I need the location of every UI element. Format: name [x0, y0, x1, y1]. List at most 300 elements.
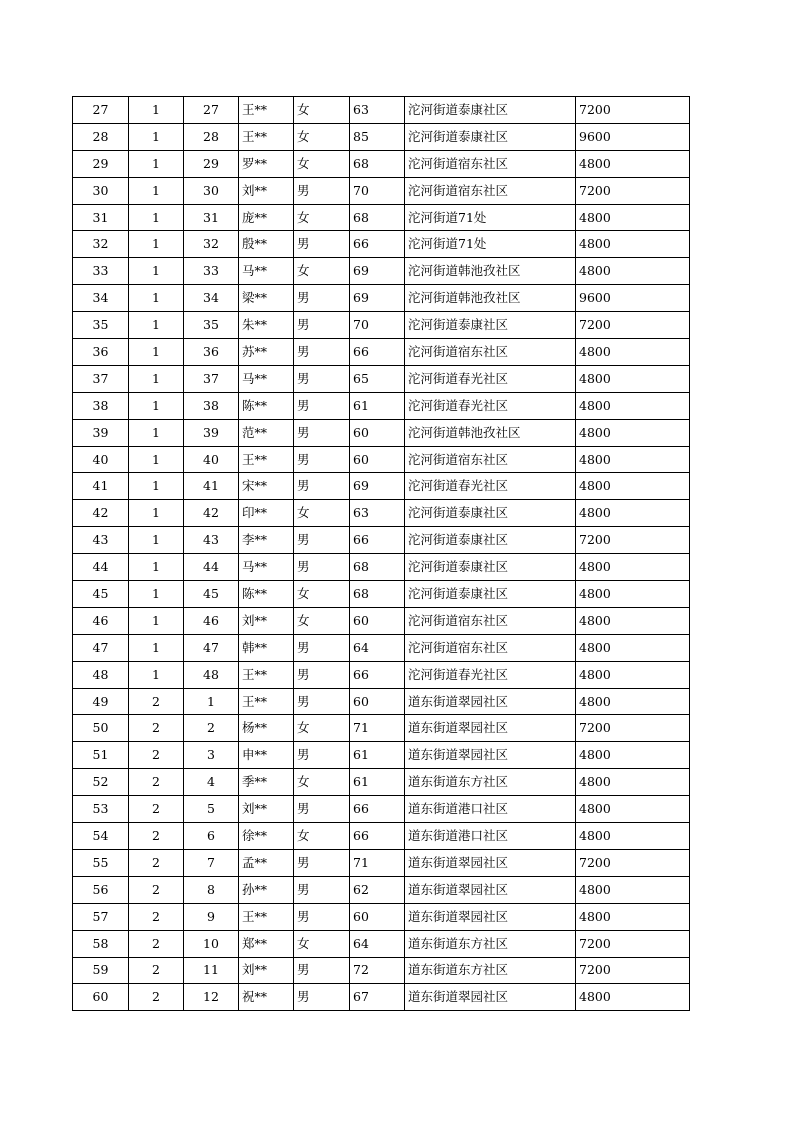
- serial-cell: 52: [73, 769, 129, 796]
- name-cell: 王**: [239, 446, 294, 473]
- index-cell: 48: [184, 661, 239, 688]
- age-cell: 68: [350, 554, 405, 581]
- serial-cell: 53: [73, 796, 129, 823]
- address-cell: 沱河街道71处: [405, 204, 576, 231]
- age-cell: 66: [350, 823, 405, 850]
- serial-cell: 44: [73, 554, 129, 581]
- table-row: [73, 150, 690, 177]
- group-cell: 1: [129, 177, 184, 204]
- age-cell: 60: [350, 688, 405, 715]
- serial-cell: 33: [73, 258, 129, 285]
- table-row: [73, 446, 690, 473]
- index-cell: 4: [184, 769, 239, 796]
- serial-cell: 40: [73, 446, 129, 473]
- amount-cell: 4800: [576, 742, 690, 769]
- serial-cell: 36: [73, 339, 129, 366]
- amount-cell: 7200: [576, 957, 690, 984]
- table-row: [73, 392, 690, 419]
- table-row: [73, 930, 690, 957]
- gender-cell: 女: [294, 500, 350, 527]
- name-cell: 宋**: [239, 473, 294, 500]
- table-row: [73, 876, 690, 903]
- age-cell: 66: [350, 339, 405, 366]
- amount-cell: 4800: [576, 231, 690, 258]
- index-cell: 41: [184, 473, 239, 500]
- index-cell: 6: [184, 823, 239, 850]
- table-row: [73, 688, 690, 715]
- group-cell: 1: [129, 527, 184, 554]
- name-cell: 陈**: [239, 581, 294, 608]
- name-cell: 王**: [239, 97, 294, 124]
- name-cell: 朱**: [239, 312, 294, 339]
- group-cell: 1: [129, 634, 184, 661]
- gender-cell: 男: [294, 796, 350, 823]
- gender-cell: 女: [294, 97, 350, 124]
- table-row: [73, 177, 690, 204]
- gender-cell: 男: [294, 876, 350, 903]
- table-row: [73, 554, 690, 581]
- group-cell: 1: [129, 473, 184, 500]
- group-cell: 1: [129, 419, 184, 446]
- table-body: [73, 97, 690, 1011]
- table-row: [73, 500, 690, 527]
- address-cell: 沱河街道春光社区: [405, 661, 576, 688]
- name-cell: 孙**: [239, 876, 294, 903]
- age-cell: 68: [350, 581, 405, 608]
- gender-cell: 女: [294, 930, 350, 957]
- age-cell: 85: [350, 123, 405, 150]
- name-cell: 郑**: [239, 930, 294, 957]
- gender-cell: 女: [294, 581, 350, 608]
- address-cell: 沱河街道春光社区: [405, 392, 576, 419]
- index-cell: 10: [184, 930, 239, 957]
- age-cell: 70: [350, 312, 405, 339]
- serial-cell: 41: [73, 473, 129, 500]
- amount-cell: 4800: [576, 823, 690, 850]
- table-row: [73, 97, 690, 124]
- table-row: [73, 581, 690, 608]
- gender-cell: 男: [294, 392, 350, 419]
- gender-cell: 女: [294, 715, 350, 742]
- name-cell: 印**: [239, 500, 294, 527]
- age-cell: 71: [350, 715, 405, 742]
- serial-cell: 31: [73, 204, 129, 231]
- amount-cell: 4800: [576, 903, 690, 930]
- gender-cell: 男: [294, 446, 350, 473]
- group-cell: 2: [129, 984, 184, 1011]
- name-cell: 王**: [239, 123, 294, 150]
- name-cell: 祝**: [239, 984, 294, 1011]
- group-cell: 2: [129, 742, 184, 769]
- address-cell: 道东街道翠园社区: [405, 742, 576, 769]
- address-cell: 道东街道东方社区: [405, 930, 576, 957]
- group-cell: 2: [129, 849, 184, 876]
- amount-cell: 4800: [576, 876, 690, 903]
- serial-cell: 58: [73, 930, 129, 957]
- table-row: [73, 823, 690, 850]
- serial-cell: 56: [73, 876, 129, 903]
- group-cell: 1: [129, 123, 184, 150]
- index-cell: 31: [184, 204, 239, 231]
- name-cell: 马**: [239, 554, 294, 581]
- name-cell: 范**: [239, 419, 294, 446]
- table-row: [73, 419, 690, 446]
- name-cell: 申**: [239, 742, 294, 769]
- age-cell: 60: [350, 903, 405, 930]
- age-cell: 60: [350, 607, 405, 634]
- amount-cell: 4800: [576, 796, 690, 823]
- gender-cell: 女: [294, 150, 350, 177]
- name-cell: 杨**: [239, 715, 294, 742]
- index-cell: 40: [184, 446, 239, 473]
- address-cell: 道东街道东方社区: [405, 957, 576, 984]
- table-row: [73, 285, 690, 312]
- serial-cell: 34: [73, 285, 129, 312]
- serial-cell: 54: [73, 823, 129, 850]
- age-cell: 68: [350, 150, 405, 177]
- age-cell: 66: [350, 231, 405, 258]
- table-row: [73, 661, 690, 688]
- name-cell: 殷**: [239, 231, 294, 258]
- index-cell: 37: [184, 365, 239, 392]
- amount-cell: 4800: [576, 365, 690, 392]
- name-cell: 王**: [239, 903, 294, 930]
- gender-cell: 男: [294, 661, 350, 688]
- index-cell: 28: [184, 123, 239, 150]
- address-cell: 沱河街道宿东社区: [405, 634, 576, 661]
- amount-cell: 4800: [576, 581, 690, 608]
- name-cell: 刘**: [239, 607, 294, 634]
- table-row: [73, 473, 690, 500]
- address-cell: 沱河街道韩池孜社区: [405, 258, 576, 285]
- serial-cell: 59: [73, 957, 129, 984]
- age-cell: 68: [350, 204, 405, 231]
- amount-cell: 9600: [576, 123, 690, 150]
- gender-cell: 女: [294, 769, 350, 796]
- serial-cell: 47: [73, 634, 129, 661]
- address-cell: 道东街道翠园社区: [405, 984, 576, 1011]
- index-cell: 47: [184, 634, 239, 661]
- index-cell: 45: [184, 581, 239, 608]
- amount-cell: 7200: [576, 930, 690, 957]
- amount-cell: 4800: [576, 473, 690, 500]
- index-cell: 9: [184, 903, 239, 930]
- index-cell: 36: [184, 339, 239, 366]
- gender-cell: 女: [294, 823, 350, 850]
- serial-cell: 49: [73, 688, 129, 715]
- gender-cell: 男: [294, 554, 350, 581]
- amount-cell: 4800: [576, 688, 690, 715]
- group-cell: 1: [129, 339, 184, 366]
- gender-cell: 男: [294, 231, 350, 258]
- gender-cell: 男: [294, 177, 350, 204]
- address-cell: 道东街道翠园社区: [405, 876, 576, 903]
- address-cell: 沱河街道泰康社区: [405, 312, 576, 339]
- address-cell: 沱河街道71处: [405, 231, 576, 258]
- group-cell: 2: [129, 688, 184, 715]
- name-cell: 苏**: [239, 339, 294, 366]
- age-cell: 66: [350, 527, 405, 554]
- amount-cell: 7200: [576, 312, 690, 339]
- index-cell: 46: [184, 607, 239, 634]
- index-cell: 33: [184, 258, 239, 285]
- gender-cell: 男: [294, 957, 350, 984]
- amount-cell: 4800: [576, 769, 690, 796]
- amount-cell: 4800: [576, 500, 690, 527]
- table-row: [73, 312, 690, 339]
- table-row: [73, 715, 690, 742]
- age-cell: 61: [350, 769, 405, 796]
- table-row: [73, 204, 690, 231]
- table-row: [73, 365, 690, 392]
- age-cell: 62: [350, 876, 405, 903]
- serial-cell: 55: [73, 849, 129, 876]
- age-cell: 69: [350, 258, 405, 285]
- group-cell: 2: [129, 876, 184, 903]
- serial-cell: 37: [73, 365, 129, 392]
- group-cell: 1: [129, 661, 184, 688]
- age-cell: 60: [350, 446, 405, 473]
- address-cell: 沱河街道宿东社区: [405, 607, 576, 634]
- gender-cell: 男: [294, 365, 350, 392]
- name-cell: 王**: [239, 688, 294, 715]
- index-cell: 34: [184, 285, 239, 312]
- address-cell: 道东街道翠园社区: [405, 688, 576, 715]
- age-cell: 69: [350, 285, 405, 312]
- amount-cell: 4800: [576, 607, 690, 634]
- gender-cell: 女: [294, 607, 350, 634]
- table-row: [73, 123, 690, 150]
- index-cell: 39: [184, 419, 239, 446]
- age-cell: 64: [350, 634, 405, 661]
- group-cell: 1: [129, 365, 184, 392]
- table-row: [73, 957, 690, 984]
- index-cell: 32: [184, 231, 239, 258]
- name-cell: 庞**: [239, 204, 294, 231]
- address-cell: 沱河街道春光社区: [405, 473, 576, 500]
- age-cell: 66: [350, 661, 405, 688]
- amount-cell: 7200: [576, 177, 690, 204]
- table-row: [73, 634, 690, 661]
- serial-cell: 30: [73, 177, 129, 204]
- index-cell: 43: [184, 527, 239, 554]
- name-cell: 刘**: [239, 957, 294, 984]
- table-row: [73, 231, 690, 258]
- address-cell: 道东街道翠园社区: [405, 903, 576, 930]
- index-cell: 12: [184, 984, 239, 1011]
- gender-cell: 男: [294, 473, 350, 500]
- address-cell: 沱河街道泰康社区: [405, 527, 576, 554]
- serial-cell: 43: [73, 527, 129, 554]
- serial-cell: 45: [73, 581, 129, 608]
- gender-cell: 男: [294, 419, 350, 446]
- index-cell: 30: [184, 177, 239, 204]
- address-cell: 沱河街道宿东社区: [405, 177, 576, 204]
- name-cell: 韩**: [239, 634, 294, 661]
- name-cell: 徐**: [239, 823, 294, 850]
- name-cell: 季**: [239, 769, 294, 796]
- age-cell: 61: [350, 392, 405, 419]
- group-cell: 1: [129, 554, 184, 581]
- table-row: [73, 258, 690, 285]
- serial-cell: 42: [73, 500, 129, 527]
- index-cell: 44: [184, 554, 239, 581]
- serial-cell: 35: [73, 312, 129, 339]
- group-cell: 1: [129, 581, 184, 608]
- serial-cell: 39: [73, 419, 129, 446]
- group-cell: 2: [129, 796, 184, 823]
- address-cell: 沱河街道泰康社区: [405, 97, 576, 124]
- index-cell: 2: [184, 715, 239, 742]
- name-cell: 李**: [239, 527, 294, 554]
- serial-cell: 29: [73, 150, 129, 177]
- address-cell: 沱河街道春光社区: [405, 365, 576, 392]
- gender-cell: 女: [294, 258, 350, 285]
- name-cell: 孟**: [239, 849, 294, 876]
- index-cell: 3: [184, 742, 239, 769]
- age-cell: 70: [350, 177, 405, 204]
- group-cell: 1: [129, 204, 184, 231]
- name-cell: 梁**: [239, 285, 294, 312]
- name-cell: 罗**: [239, 150, 294, 177]
- name-cell: 王**: [239, 661, 294, 688]
- age-cell: 71: [350, 849, 405, 876]
- serial-cell: 48: [73, 661, 129, 688]
- index-cell: 7: [184, 849, 239, 876]
- amount-cell: 4800: [576, 634, 690, 661]
- address-cell: 道东街道翠园社区: [405, 849, 576, 876]
- group-cell: 1: [129, 231, 184, 258]
- amount-cell: 4800: [576, 419, 690, 446]
- index-cell: 8: [184, 876, 239, 903]
- gender-cell: 男: [294, 984, 350, 1011]
- age-cell: 60: [350, 419, 405, 446]
- group-cell: 1: [129, 258, 184, 285]
- amount-cell: 7200: [576, 715, 690, 742]
- name-cell: 马**: [239, 258, 294, 285]
- gender-cell: 男: [294, 688, 350, 715]
- table-row: [73, 849, 690, 876]
- group-cell: 2: [129, 715, 184, 742]
- address-cell: 沱河街道韩池孜社区: [405, 285, 576, 312]
- age-cell: 61: [350, 742, 405, 769]
- amount-cell: 9600: [576, 285, 690, 312]
- gender-cell: 女: [294, 204, 350, 231]
- group-cell: 1: [129, 150, 184, 177]
- amount-cell: 4800: [576, 392, 690, 419]
- address-cell: 道东街道港口社区: [405, 796, 576, 823]
- table-row: [73, 984, 690, 1011]
- age-cell: 66: [350, 796, 405, 823]
- gender-cell: 女: [294, 123, 350, 150]
- gender-cell: 男: [294, 285, 350, 312]
- age-cell: 63: [350, 500, 405, 527]
- address-cell: 道东街道东方社区: [405, 769, 576, 796]
- group-cell: 1: [129, 607, 184, 634]
- amount-cell: 7200: [576, 97, 690, 124]
- gender-cell: 男: [294, 903, 350, 930]
- group-cell: 2: [129, 769, 184, 796]
- gender-cell: 男: [294, 849, 350, 876]
- address-cell: 沱河街道韩池孜社区: [405, 419, 576, 446]
- serial-cell: 50: [73, 715, 129, 742]
- table-row: [73, 527, 690, 554]
- amount-cell: 4800: [576, 984, 690, 1011]
- amount-cell: 4800: [576, 446, 690, 473]
- gender-cell: 男: [294, 339, 350, 366]
- age-cell: 64: [350, 930, 405, 957]
- address-cell: 沱河街道宿东社区: [405, 150, 576, 177]
- serial-cell: 60: [73, 984, 129, 1011]
- serial-cell: 28: [73, 123, 129, 150]
- address-cell: 道东街道翠园社区: [405, 715, 576, 742]
- table-row: [73, 796, 690, 823]
- gender-cell: 男: [294, 742, 350, 769]
- gender-cell: 男: [294, 634, 350, 661]
- group-cell: 1: [129, 500, 184, 527]
- name-cell: 马**: [239, 365, 294, 392]
- age-cell: 69: [350, 473, 405, 500]
- amount-cell: 7200: [576, 527, 690, 554]
- index-cell: 1: [184, 688, 239, 715]
- table-row: [73, 339, 690, 366]
- index-cell: 29: [184, 150, 239, 177]
- group-cell: 1: [129, 312, 184, 339]
- name-cell: 陈**: [239, 392, 294, 419]
- gender-cell: 男: [294, 312, 350, 339]
- index-cell: 5: [184, 796, 239, 823]
- amount-cell: 4800: [576, 339, 690, 366]
- amount-cell: 7200: [576, 849, 690, 876]
- address-cell: 沱河街道泰康社区: [405, 554, 576, 581]
- index-cell: 27: [184, 97, 239, 124]
- group-cell: 1: [129, 97, 184, 124]
- gender-cell: 男: [294, 527, 350, 554]
- age-cell: 72: [350, 957, 405, 984]
- address-cell: 沱河街道宿东社区: [405, 339, 576, 366]
- table-row: [73, 607, 690, 634]
- index-cell: 35: [184, 312, 239, 339]
- group-cell: 1: [129, 392, 184, 419]
- age-cell: 65: [350, 365, 405, 392]
- age-cell: 67: [350, 984, 405, 1011]
- serial-cell: 27: [73, 97, 129, 124]
- address-cell: 沱河街道宿东社区: [405, 446, 576, 473]
- serial-cell: 38: [73, 392, 129, 419]
- address-cell: 道东街道港口社区: [405, 823, 576, 850]
- serial-cell: 51: [73, 742, 129, 769]
- group-cell: 1: [129, 285, 184, 312]
- data-table: [72, 96, 690, 1011]
- group-cell: 2: [129, 957, 184, 984]
- group-cell: 2: [129, 903, 184, 930]
- amount-cell: 4800: [576, 554, 690, 581]
- amount-cell: 4800: [576, 150, 690, 177]
- address-cell: 沱河街道泰康社区: [405, 581, 576, 608]
- amount-cell: 4800: [576, 204, 690, 231]
- amount-cell: 4800: [576, 661, 690, 688]
- address-cell: 沱河街道泰康社区: [405, 123, 576, 150]
- table-row: [73, 769, 690, 796]
- serial-cell: 46: [73, 607, 129, 634]
- address-cell: 沱河街道泰康社区: [405, 500, 576, 527]
- table-row: [73, 903, 690, 930]
- age-cell: 63: [350, 97, 405, 124]
- index-cell: 38: [184, 392, 239, 419]
- group-cell: 2: [129, 823, 184, 850]
- name-cell: 刘**: [239, 796, 294, 823]
- index-cell: 42: [184, 500, 239, 527]
